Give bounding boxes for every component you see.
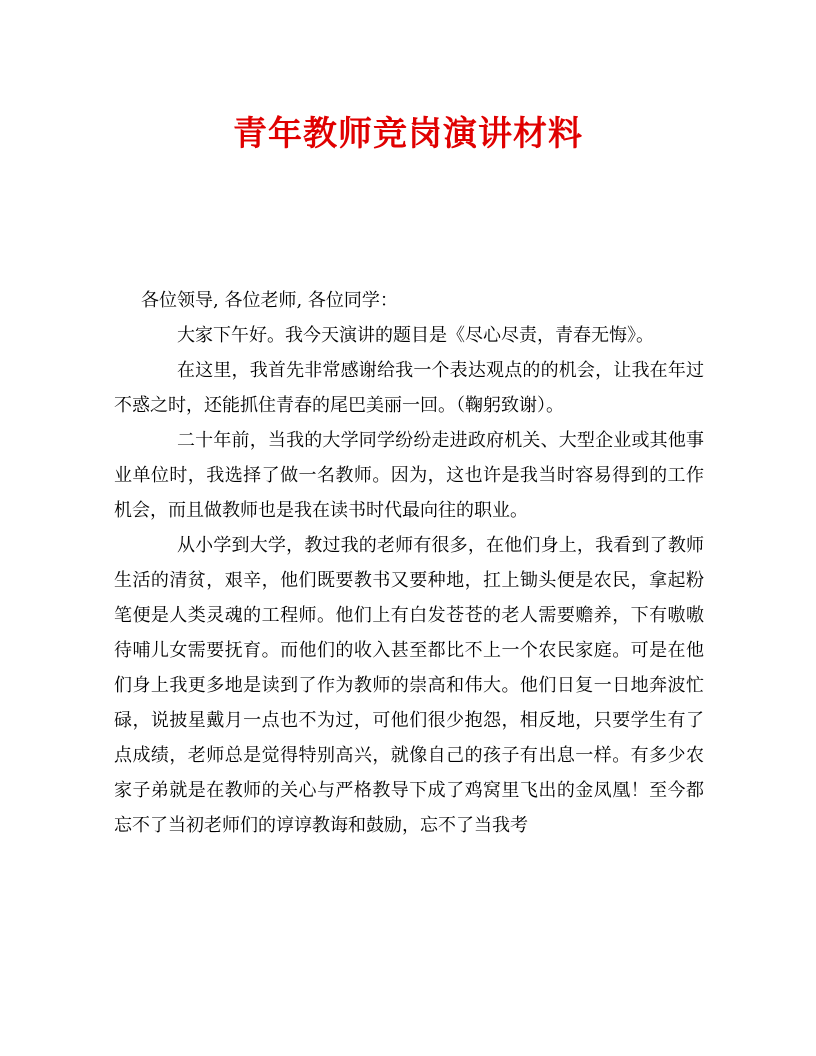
paragraph-career-choice: 二十年前，当我的大学同学纷纷走进政府机关、大型企业或其他事业单位时，我选择了做一名教师。因为，这也许是我当时容易得到的工作机会，而且做教师也是我在读书时代最向往的职业。 [114,430,704,521]
salutation: 各位领导, 各位老师, 各位同学： [141,290,398,311]
paragraph-greeting: 大家下午好。我今天演讲的题目是《尽心尽责，青春无悔》。 [177,325,654,346]
paragraph-thanks: 在这里，我首先非常感谢给我一个表达观点的的机会，让我在年过不惑之时，还能抓住青春的尾巴美丽一回。（鞠躬致谢）。 [114,360,704,416]
paragraph-teachers-memory: 从小学到大学，教过我的老师有很多，在他们身上，我看到了教师生活的清贫，艰辛，他们既要教书又要种地，扛上锄头便是农民，拿起粉笔便是人类灵魂的工程师。他们上有白发苍苍的老人需要赡养，下有嗷嗷待哺儿女需要抚育。而他们的收入甚至都比不上一个农民家庭。可是在他们身上我更多地是读到了作为教师的崇高和伟大。他们日复一日地奔波忙碌，说披星戴月一点也不为过，可他们很少抱怨，相反地，只要学生有了点成绩，老师总是觉得特别高兴，就像自己的孩子有出息一样。有多少农家子弟就是在教师的关心与严格教导下成了鸡窝里飞出的金凤凰！至今都忘不了当初老师们的谆谆教诲和鼓励，忘不了当我考 [114,535,704,836]
document-body [114,283,704,843]
document-title: 青年教师竞岗演讲材料 [233,114,583,154]
